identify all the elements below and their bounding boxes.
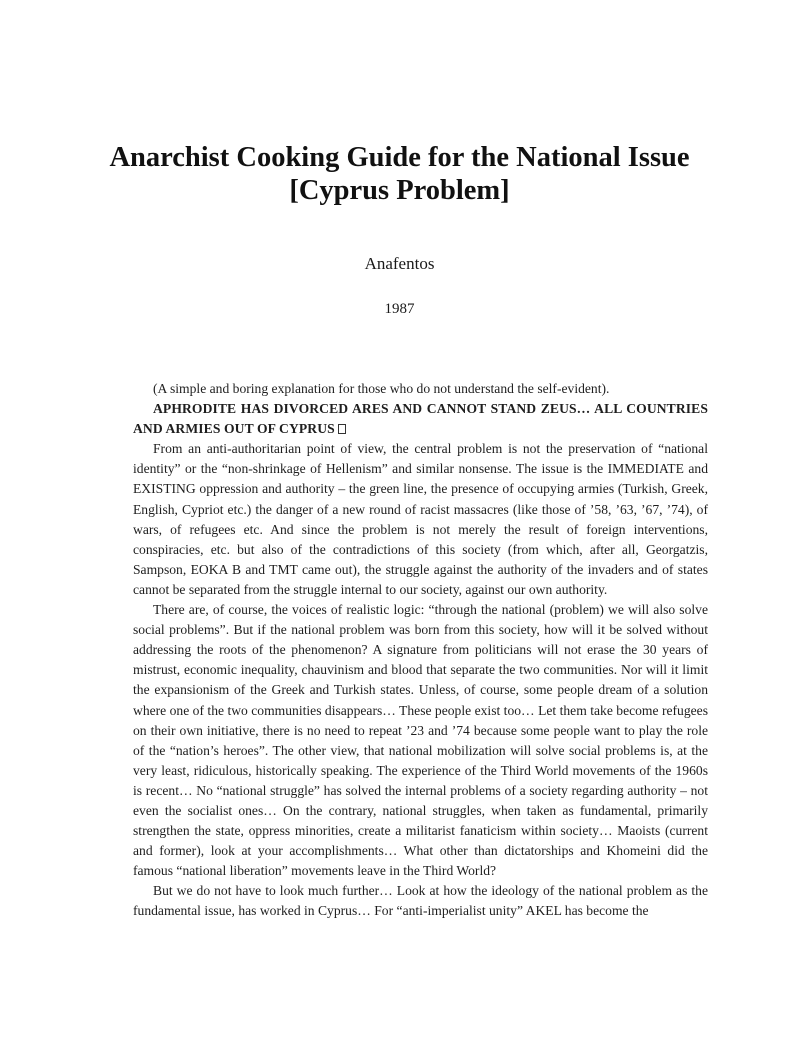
document-author: Anafentos bbox=[364, 254, 435, 273]
paragraph-text: (A simple and boring explanation for those who do not understand the self-evident). bbox=[153, 381, 610, 396]
paragraph-slogan bbox=[133, 399, 708, 439]
paragraph-subtitle bbox=[133, 379, 708, 399]
paragraph bbox=[133, 600, 708, 881]
document-title: Anarchist Cooking Guide for the National Issue [Cyprus Problem] bbox=[109, 142, 690, 206]
paragraph-text: But we do not have to look much further… Look at how the ideology of the national problem as the fundamental issue, has worked in Cyprus… For “anti-imperialist unity” AKEL has become the bbox=[133, 883, 708, 919]
paragraph bbox=[133, 881, 708, 921]
document-body bbox=[133, 379, 708, 922]
paragraph-text: From an anti-authoritarian point of view, the central problem is not the preservation of “national identity” or the “non-shrinkage of Hellenism” and similar nonsense. The issue is the IMMEDIATE and EXISTING oppression and authority – the green line, the presence of occupying armies (Turkish, Greek, English, Cypriot etc.) the danger of a new round of racist massacres (like those of ’58, ’63, ’67, ’74), of wars, of refugees etc. And since the problem is not merely the result of foreign interventions, conspiracies, etc. but also of the contradictions of this society (from which, after all, Georgatzis, Sampson, EOKA B and TMT came out), the struggle against the authority of the invaders and of states cannot be separated from the struggle internal to our society, against our own authority. bbox=[133, 441, 708, 597]
paragraph-text: There are, of course, the voices of realistic logic: “through the national (problem) we will also solve social problems”. But if the national problem was born from this society, how will it be solved without addressing the roots of the phenomenon? A signature from politicians will not erase the 30 years of mistrust, economic inequality, chauvinism and blood that separate the two communities. Nor will it limit the expansionism of the Greek and Turkish states. Unless, of course, some people dream of a solution where one of the two communities disappears… These people exist too… Let them take become refugees on their own initiative, there is no need to repeat ’23 and ’74 because some people want to play the role of the “nation’s heroes”. The other view, that national mobilization will solve social problems is, at the very least, ridiculous, historically speaking. The experience of the Third World movements of the 1960s is recent… No “national struggle” has solved the internal problems of a society regarding authority – not even the socialist ones… On the contrary, national struggles, when taken as fundamental, primarily strengthen the state, oppress minorities, create a militarist fanaticism within society… Maoists (current and former), look at your accomplishments… What other than dictatorships and Khomeini did the famous “national liberation” movements leave in the Third World? bbox=[133, 602, 708, 879]
document-year: 1987 bbox=[384, 301, 415, 317]
paragraph bbox=[133, 439, 708, 600]
missing-glyph-icon bbox=[338, 424, 346, 434]
paragraph-text: APHRODITE HAS DIVORCED ARES AND CANNOT STAND ZEUS… ALL COUNTRIES AND ARMIES OUT OF CYPRUS bbox=[133, 401, 708, 437]
